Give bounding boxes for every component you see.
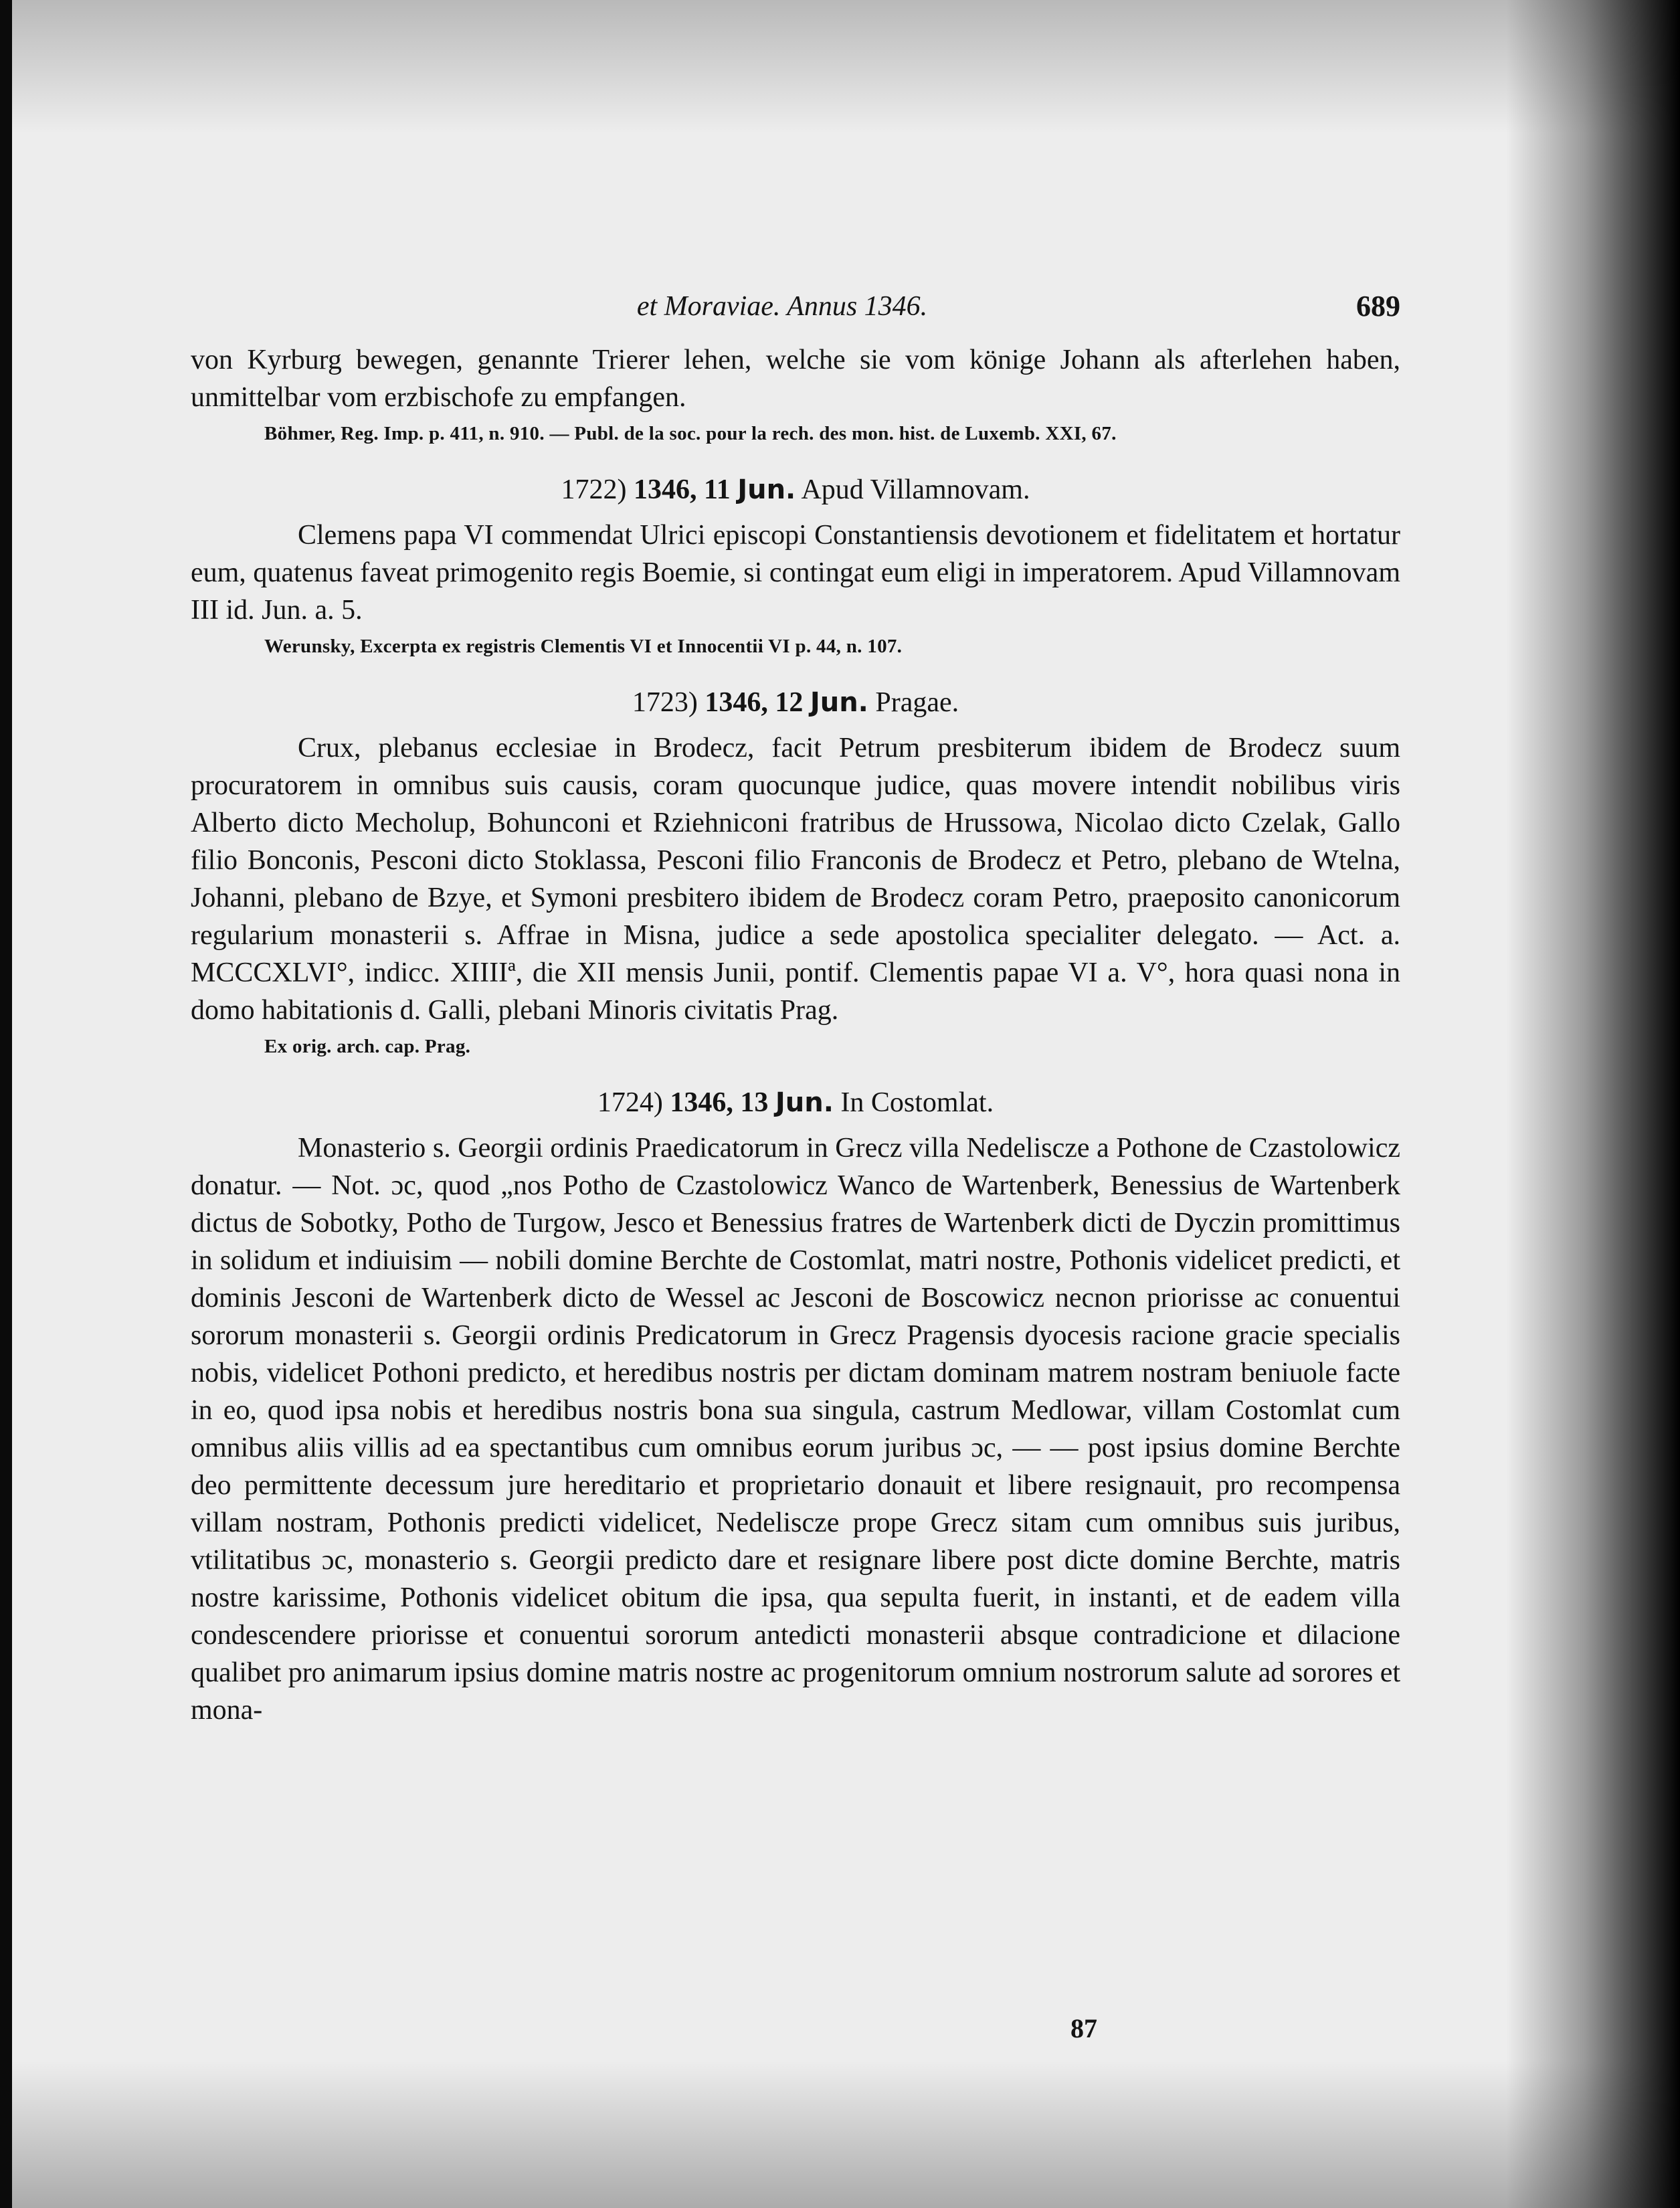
entry-place: In Costomlat.	[840, 1087, 994, 1118]
page-header	[191, 288, 1400, 335]
entry-heading-1724	[191, 1084, 1400, 1121]
entry-date: 1346, 13	[670, 1087, 769, 1118]
scan-right-shadow	[1506, 0, 1680, 2208]
entry-source-1722: Werunsky, Excerpta ex registris Clementis VI et Innocentii VI p. 44, n. 107.	[264, 636, 903, 657]
scan-left-edge	[0, 0, 12, 2208]
scan-bottom-shadow	[0, 2061, 1680, 2208]
entry-text-1723: Crux, plebanus ecclesiae in Brodecz, facit Petrum presbiterum ibidem de Brodecz suum procuratorem in omnibus suis causis, coram quocunque judice, quas movere intendit nobilibus viris Alberto dicto Mecholup, Bohunconi et Rziehniconi fratribus de Hrussowa, Nicolao dicto Czelak, Gallo filio Bonconis, Pesconi dicto Stoklassa, Pesconi filio Franconis de Brodecz et Petro, plebano de Wtelna, Johanni, plebano de Bzye, et Symoni presbitero ibidem de Brodecz coram Petro, praeposito canonicorum regularium monasterii s. Affrae in Misna, judice a sede apostolica specialiter delegato. — Act. a. MCCCXLVI°, indicc. XIIIIª, die XII mensis Junii, pontif. Clementis papae VI a. V°, hora quasi nona in domo habitationis d. Galli, plebani Minoris civitatis Prag.	[191, 733, 1400, 1026]
entry-number: 1724)	[597, 1087, 663, 1118]
page-body	[191, 288, 1400, 1729]
entry-place: Pragae.	[875, 687, 959, 718]
intro-paragraph: von Kyrburg bewegen, genannte Trierer lehen, welche sie vom könige Johann als afterlehen haben, unmittelbar vom erzbischofe zu empfangen.	[191, 345, 1400, 413]
running-title: et Moraviae. Annus 1346.	[636, 291, 928, 322]
entry-number: 1723)	[632, 687, 698, 718]
entry-heading-1722	[191, 471, 1400, 509]
entry-date: 1346, 11	[634, 474, 731, 505]
entry-date: 1346, 12	[705, 687, 804, 718]
entry-heading-1723	[191, 684, 1400, 721]
entry-month: Jun.	[810, 687, 868, 718]
entry-source-1723: Ex orig. arch. cap. Prag.	[264, 1036, 471, 1057]
entry-text-1722: Clemens papa VI commendat Ulrici episcopi Constantiensis devotionem et fidelitatem et hortatur eum, quatenus faveat primogenito regis Boemie, si contingat eum eligi in imperatorem. Apud Villamnovam III id. Jun. a. 5.	[191, 520, 1400, 626]
entry-text-1724: Monasterio s. Georgii ordinis Praedicatorum in Grecz villa Nedeliscze a Pothone de Czastolowicz donatur. — Not. ɔc, quod „nos Potho de Czastolowicz Wanco de Wartenberk, Benessius de Wartenberk dictus de Sobotky, Potho de Turgow, Jesco et Benessius fratres de Wartenberk dicti de Dyczin promittimus in solidum et indiuisim — nobili domine Berchte de Costomlat, matri nostre, Pothonis videlicet predicti, et dominis Jesconi de Wartenberk dicto de Wessel ac Jesconi de Boscowicz necnon priorisse ac conuentui sororum monasterii s. Georgii ordinis Predicatorum in Grecz Pragensis dyocesis racione gracie specialis nobis, videlicet Pothoni predicto, et heredibus nostris per dictam dominam matrem nostram beniuole facte in eo, quod ipsa nobis et heredibus nostris bona sua singula, castrum Medlowar, villam Costomlat cum omnibus aliis villis ad ea spectantibus cum omnibus eorum juribus ɔc, — — post ipsius domine Berchte deo permittente decessum jure hereditario et proprietario donauit et libere resignauit, pro recompensa villam nostram, Pothonis predicti videlicet, Nedeliscze prope Grecz sitam cum omnibus suis juribus, vtilitatibus ɔc, monasterio s. Georgii predicto dare et resignare libere post dicte domine Berchte, matris nostre karissime, Pothonis videlicet obitum die ipsa, qua sepulta fuerit, in instanti, et de eadem villa condescendere priorisse et conuentui sororum antedicti monasterii absque contradicione et dilacione qualibet pro animarum ipsius domine matris nostre ac progenitorum omnium nostrorum salute ad sorores et mona-	[191, 1133, 1400, 1726]
entry-place: Apud Villamnovam.	[801, 474, 1030, 505]
entry-month: Jun.	[775, 1087, 834, 1118]
entry-month: Jun.	[737, 474, 796, 505]
signature-mark: 87	[1070, 2013, 1097, 2043]
page-number: 689	[1356, 290, 1400, 323]
scan-top-shadow	[0, 0, 1680, 134]
entry-number: 1722)	[561, 474, 627, 505]
intro-source: Böhmer, Reg. Imp. p. 411, n. 910. — Publ. de la soc. pour la rech. des mon. hist. de Luxemb. XXI, 67.	[264, 423, 1117, 444]
